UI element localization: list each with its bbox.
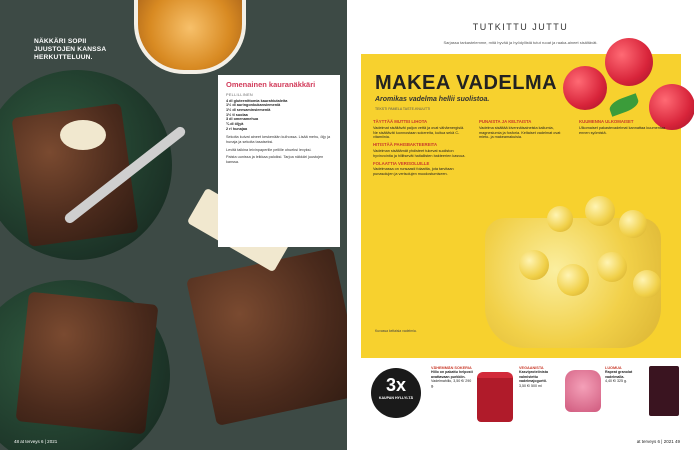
product-name: Hillo on pakattu helposti avattavaan purkkiin. [431,370,473,379]
column-text: Vadelma sisältää kivennäisaineista kaliumia, magnesiumia ja fosforia. Keltaiset vadelmat ovat mieto- ja makeamakuisia. [479,125,561,140]
recipe-step: Paista uunissa ja leikkaa paloiksi. Tarjoa näkkäri juustojen kanssa. [226,155,324,164]
column-text: Vadelmassa on runsaasti folaattia, jota tarvitaan punasolujen ja verisolujen muodostumiseen. [373,167,454,177]
product-name: Rapeat granolat vadelmalla. [605,370,633,379]
product-item [605,366,647,384]
recipe-category: PELLILLINEN [226,92,253,97]
product-heading: VEGAANISTA [519,366,544,370]
column-text: Ulkomaiset pakastevadelmat kannattaa kuumentaa ennen syömistä. [579,125,666,135]
yellow-raspberry-image [597,252,627,282]
badge-number: 3x [385,375,407,395]
yogurt-cup-image [565,370,601,412]
recipe-steps [226,135,332,164]
column-text: Vadelman sisältämät yhdisteet tukevat suoliston hyvinvointia ja hillitsevät haitallisten bakteerien kasvua. [373,148,466,158]
ingredient: ¾ dl öljyä [226,122,244,127]
products-badge [371,368,421,418]
column-heading: PUNAISTA JA KELTAISTA [479,119,532,124]
page-footer: at terveys 6 | 2021 49 [636,439,680,444]
cracker-image [16,292,159,435]
recipe-step: Levitä taikina leivinpaperille pellille ohueksi levyksi. [226,147,312,152]
ingredient: 2 rl hunajaa [226,126,248,131]
column-heading: FOLAATTIA VERISOLUILLE [373,160,430,166]
yellow-raspberry-image [633,270,661,298]
column-heading: KUUMENNA ULKOMAISET [579,119,634,124]
product-heading: LUOMUA [605,366,622,370]
badge-text: KAUPAN HYLLYLTÄ [378,396,414,400]
yellow-raspberry-image [585,196,615,226]
yellow-raspberry-image [547,206,573,232]
ingredient: 1½ dl auringonkukansiemeniä [226,103,281,108]
column-text: Vadelmat sisältävät paljon vettä ja ovat vähäenergisiä. Ne sisältävät luonnostaan sokereita, kuitua sekä C-vitamiinia. [373,125,465,140]
product-detail: 4,40 €/ 325 g. [605,379,627,384]
product-detail: Vadelmahillo, 3,50 €/ 290 g. [431,379,472,388]
column-heading: TÄYTTÄÄ MUTTEI LIHOTA [373,119,428,124]
raspberry-image [605,38,653,86]
cheese-image [60,120,106,150]
recipe-box [218,75,340,247]
product-heading: VÄHEMMÄN SOKERIA [431,366,472,370]
right-page [347,0,694,450]
text-column [373,120,469,180]
ingredient: 1½ dl seesaminsiemeniä [226,107,271,112]
recipe-step: Sekoita kuivat aineet keskenään kulhossa. Lisää mehu, öljy ja hunaja ja sekoita tasaiseksi. [226,135,331,145]
column-heading: HITISTÄÄ PAHISBAKTEEREITA [373,142,438,148]
photo-caption: Kuvassa keltaisia vadelmia. [375,329,417,333]
text-column [479,120,571,143]
product-item [519,366,561,388]
products-strip [361,364,681,436]
jam-jar-image [477,372,513,422]
product-detail: 3,50 €/ 500 ml [519,383,542,388]
article-subtitle: Aromikas vadelma hellii suolistoa. [375,96,490,103]
article-title: MAKEA VADELMA [375,72,558,94]
article-byline: TEKSTI PAMELA TASTE-KNUUTTI [375,107,431,111]
granola-pack-image [649,366,679,416]
photo-caption: NÄKKÄRI SOPII JUUSTOJEN KANSSA HERKUTTELUUN. [34,38,107,61]
ingredient: 4 dl gluteenittomia kaurahiutaleita [226,98,288,103]
product-item [431,366,473,388]
yellow-raspberry-image [557,264,589,296]
ingredient: 3 dl omenamehua [226,117,259,122]
yellow-raspberry-image [619,210,647,238]
recipe-title: Omenainen kauranäkkäri [226,80,316,89]
text-column [579,120,669,138]
section-title: TUTKITTU JUTTU [472,22,569,32]
yellow-raspberry-image [519,250,549,280]
section-subtitle: Sarjassa tarkastelemme, mitä hyvää ja hyödyllistä tutut ruoat ja raaka-aineet sisältävät. [443,40,598,45]
product-name: Kasviproteiinista valmistettu vadelmajogurtti. [519,370,548,384]
raspberry-image [563,66,607,110]
cracker-image [186,248,347,426]
page-footer: 48 at terveys 6 | 2021 [14,439,58,444]
ingredient: 1½ tl suolaa [226,112,248,117]
jam-jar-image [134,0,246,74]
